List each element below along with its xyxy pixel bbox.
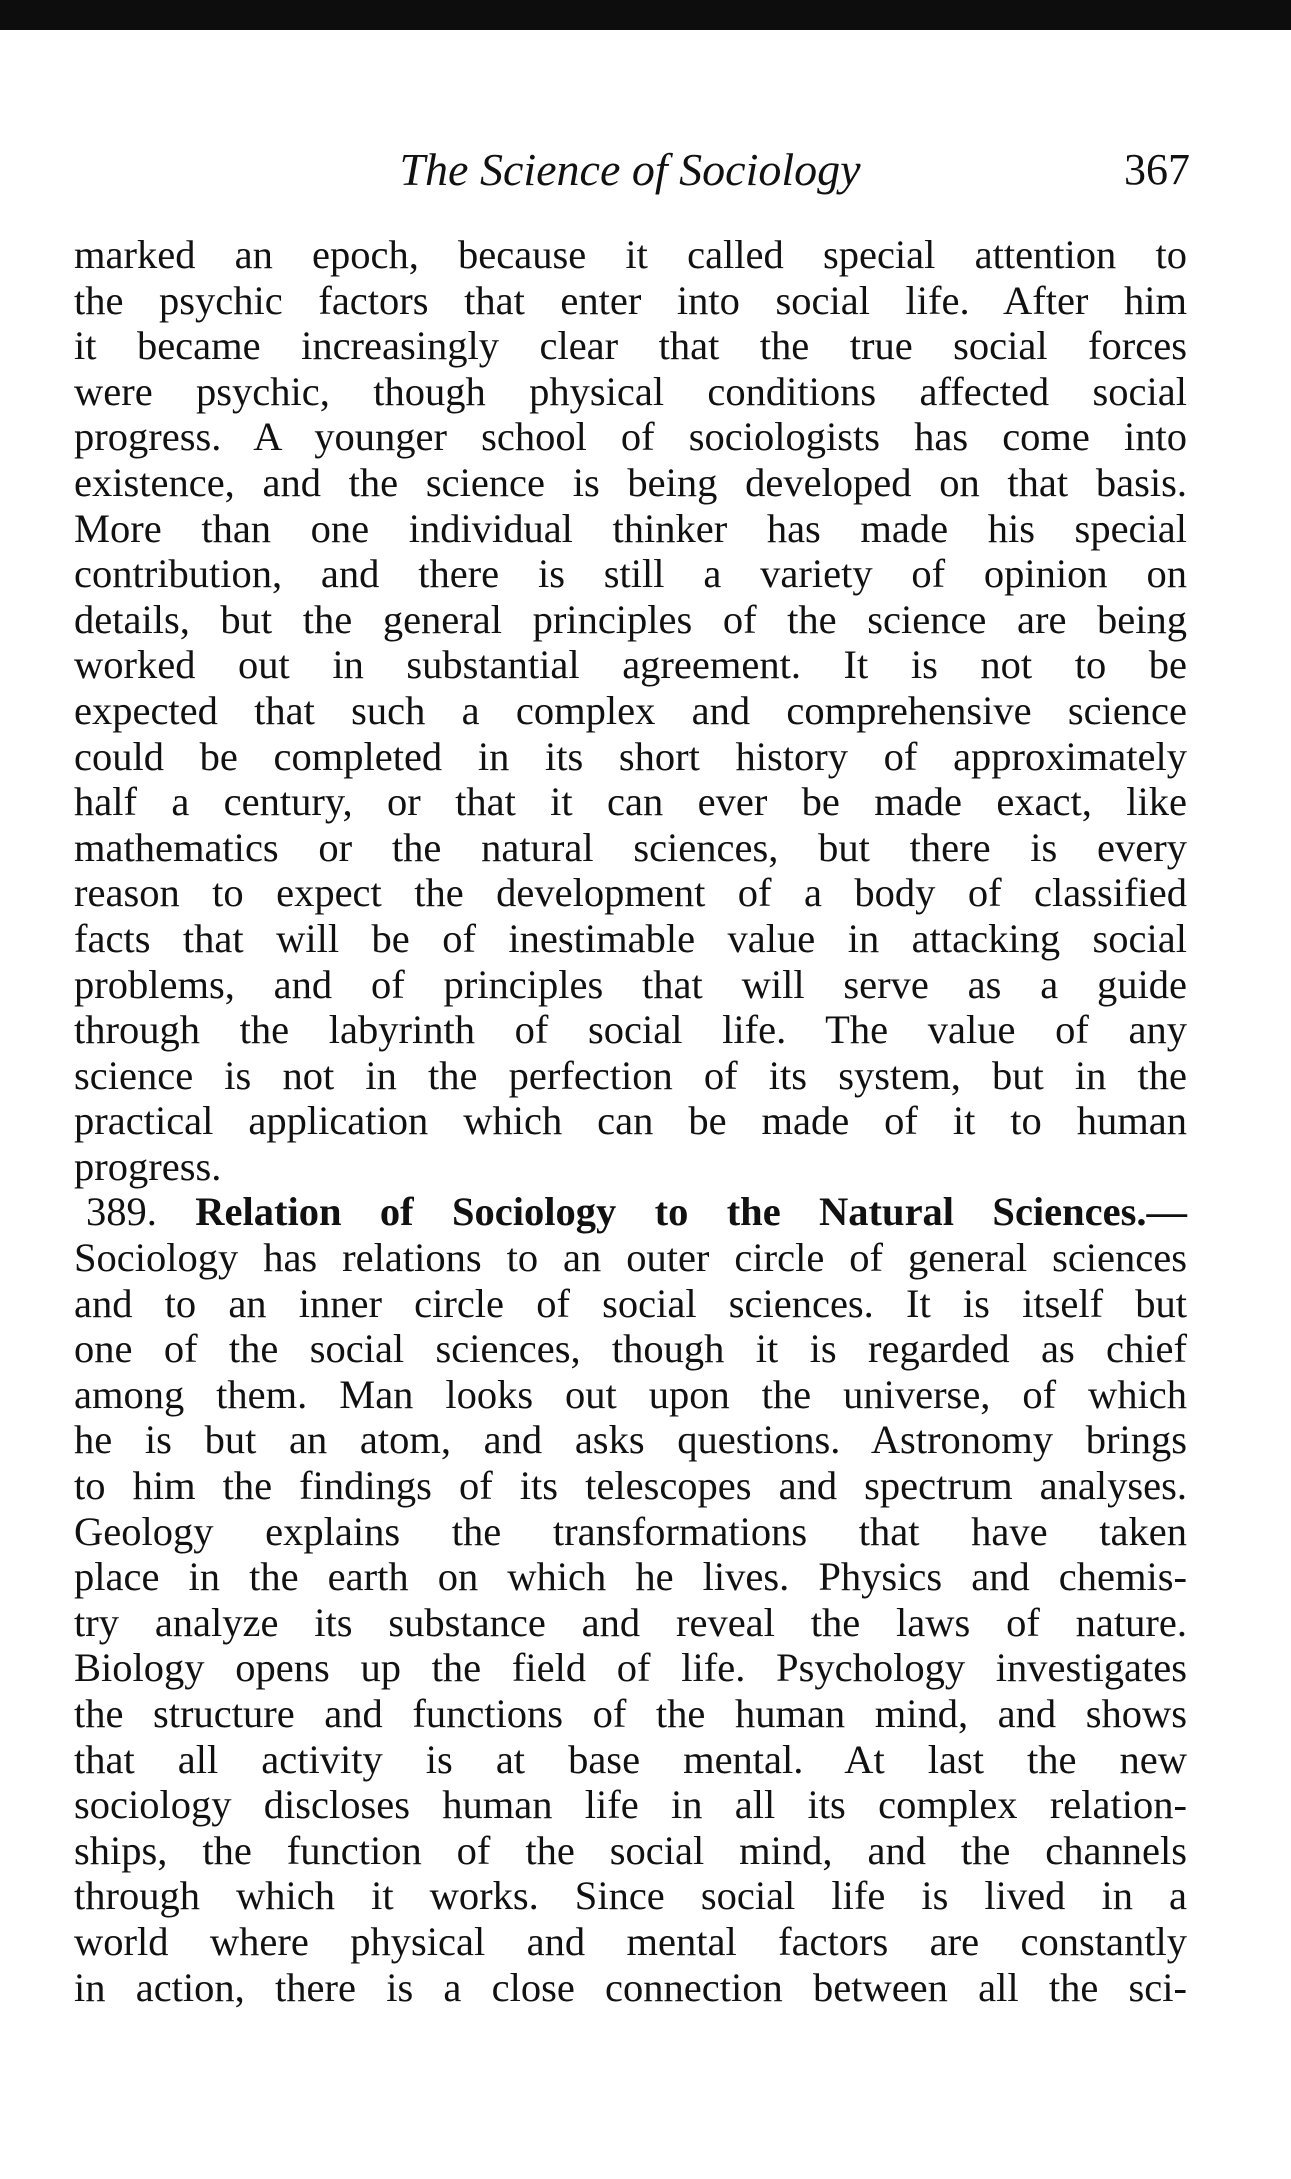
text-line: half a century, or that it can ever be made exact, like [74, 779, 1187, 825]
section-389 [74, 1189, 1187, 2010]
text-line: sociology discloses human life in all its complex relation- [74, 1782, 1187, 1828]
text-line: existence, and the science is being developed on that basis. [74, 459, 1187, 505]
text-line: More than one individual thinker has made his special [74, 505, 1187, 551]
text-line: Biology opens up the field of life. Psychology investigates [74, 1645, 1187, 1691]
text-line: could be completed in its short history of approximately [74, 733, 1187, 779]
text-line: through which it works. Since social life is lived in a [74, 1873, 1187, 1919]
scan-top-border [0, 0, 1291, 30]
text-line: marked an epoch, because it called special attention to [74, 232, 1187, 277]
text-line: and to an inner circle of social sciences. It is itself but [74, 1280, 1187, 1326]
text-line: place in the earth on which he lives. Physics and chemis- [74, 1554, 1187, 1600]
text-line: were psychic, though physical conditions affected social [74, 368, 1187, 414]
page-number: 367 [1124, 145, 1190, 194]
text-line: among them. Man looks out upon the universe, of which [74, 1371, 1187, 1417]
text-line: progress. [74, 1143, 222, 1189]
text-line: world where physical and mental factors are constantly [74, 1918, 1187, 1964]
text-line: problems, and of principles that will serve as a guide [74, 961, 1187, 1007]
text-line: Sociology has relations to an outer circle of general sciences [74, 1235, 1187, 1281]
text-line: one of the social sciences, though it is regarded as chief [74, 1326, 1187, 1372]
text-line: contribution, and there is still a variety of opinion on [74, 551, 1187, 597]
running-title: The Science of Sociology [399, 144, 861, 195]
section-heading-line [74, 1189, 1187, 1235]
text-line: to him the findings of its telescopes and spectrum analyses. [74, 1463, 1187, 1509]
text-line: Geology explains the transformations that have taken [74, 1508, 1187, 1554]
text-line: science is not in the perfection of its system, but in the [74, 1052, 1187, 1098]
text-line: worked out in substantial agreement. It is not to be [74, 642, 1187, 688]
text-line: practical application which can be made of it to human [74, 1098, 1187, 1144]
text-line: the psychic factors that enter into social life. After him [74, 277, 1187, 323]
text-line: facts that will be of inestimable value in attacking social [74, 915, 1187, 961]
text-line: in action, there is a close connection between all the sci- [74, 1964, 1187, 2010]
body-text [74, 232, 1187, 2010]
text-line: reason to expect the development of a body of classified [74, 870, 1187, 916]
text-line: ships, the function of the social mind, and the channels [74, 1827, 1187, 1873]
continued-paragraph [74, 232, 1187, 1189]
text-line: expected that such a complex and comprehensive science [74, 687, 1187, 733]
text-line: through the labyrinth of social life. The value of any [74, 1007, 1187, 1053]
text-line: mathematics or the natural sciences, but there is every [74, 824, 1187, 870]
text-line: he is but an atom, and asks questions. Astronomy brings [74, 1417, 1187, 1463]
text-line: details, but the general principles of the science are being [74, 596, 1187, 642]
page-header [70, 142, 1190, 202]
text-line: the structure and functions of the human mind, and shows [74, 1691, 1187, 1736]
section-number: 389. [86, 1189, 157, 1235]
text-line: it became increasingly clear that the true social forces [74, 323, 1187, 369]
text-line: try analyze its substance and reveal the laws of nature. [74, 1599, 1187, 1645]
text-line: that all activity is at base mental. At last the new [74, 1736, 1187, 1782]
text-line: progress. A younger school of sociologists has come into [74, 414, 1187, 460]
section-heading: Relation of Sociology to the Natural Sciences.— [195, 1189, 1188, 1235]
